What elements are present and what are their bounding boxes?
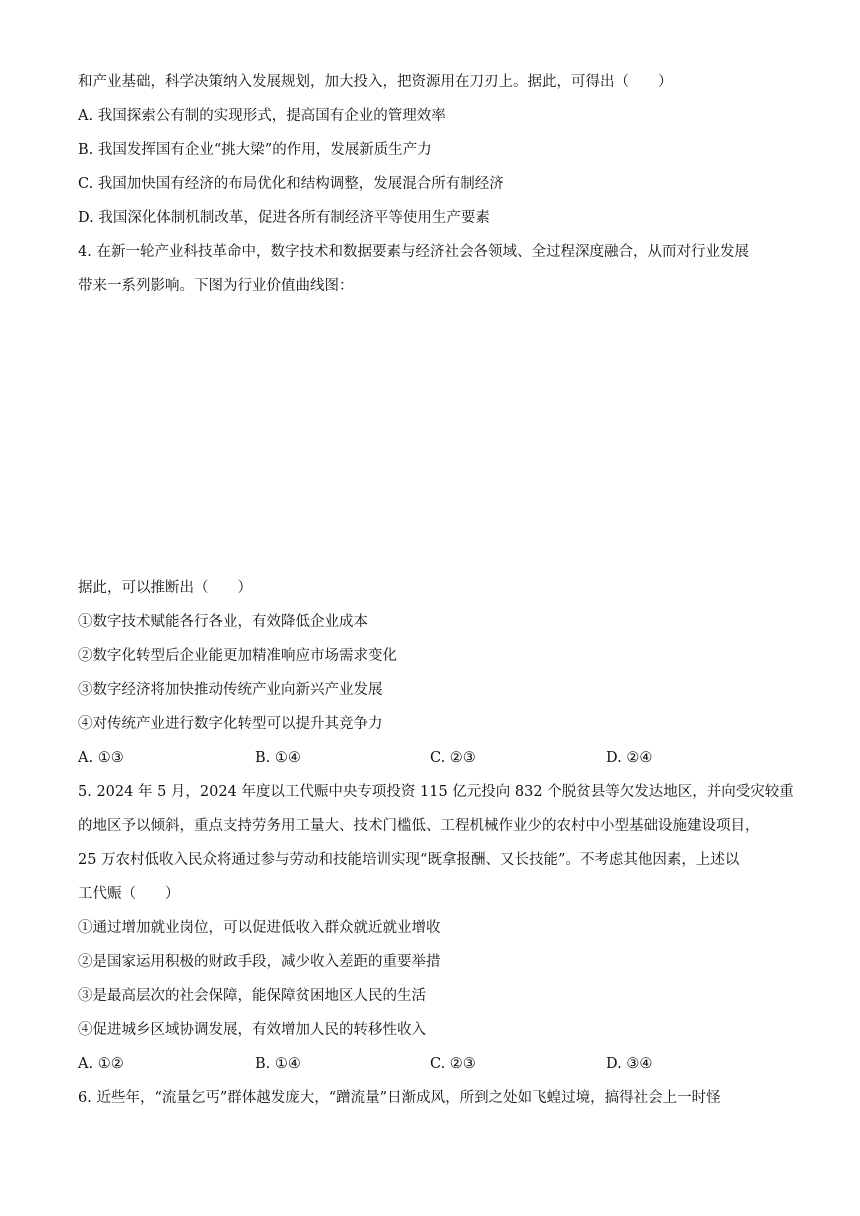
q4-option-b: B. ①④ [255, 750, 301, 766]
q4-stem-line-1: 4. 在新一轮产业科技革命中，数字技术和数据要素与经济社会各领域、全过程深度融合，从而对行业发展 [78, 244, 749, 260]
industry-value-curve-figure-blank [78, 318, 778, 568]
q5-statement-4: ④促进城乡区域协调发展，有效增加人民的转移性收入 [78, 1022, 426, 1038]
q3-option-d: D. 我国深化体制机制改革，促进各所有制经济平等使用生产要素 [78, 210, 490, 226]
q5-statement-1: ①通过增加就业岗位，可以促进低收入群众就近就业增收 [78, 920, 441, 936]
q3-option-c: C. 我国加快国有经济的布局优化和结构调整，发展混合所有制经济 [78, 176, 504, 192]
q4-statement-2: ②数字化转型后企业能更加精准响应市场需求变化 [78, 648, 397, 664]
q4-option-a: A. ①③ [78, 750, 124, 766]
q5-stem-line-3: 25 万农村低收入民众将通过参与劳动和技能培训实现“既拿报酬、又长技能”。不考虑其他因素，上述以 [78, 852, 740, 868]
q5-option-a: A. ①② [78, 1056, 124, 1072]
q3-stem-continuation: 和产业基础，科学决策纳入发展规划，加大投入，把资源用在刀刃上。据此，可得出（ ） [78, 74, 673, 90]
q3-option-b: B. 我国发挥国有企业“挑大梁”的作用，发展新质生产力 [78, 142, 432, 158]
q4-question: 据此，可以推断出（ ） [78, 580, 252, 596]
q5-option-d: D. ③④ [606, 1056, 653, 1072]
q5-statement-2: ②是国家运用积极的财政手段，减少收入差距的重要举措 [78, 954, 441, 970]
q5-statement-3: ③是最高层次的社会保障，能保障贫困地区人民的生活 [78, 988, 426, 1004]
q4-statement-4: ④对传统产业进行数字化转型可以提升其竞争力 [78, 716, 383, 732]
q6-stem-line-1: 6. 近些年，“流量乞丐”群体越发庞大，“蹭流量”日渐成风，所到之处如飞蝗过境，搞得社会上一时怪 [78, 1090, 721, 1106]
q5-stem-line-4: 工代赈（ ） [78, 886, 180, 902]
q5-stem-line-2: 的地区予以倾斜，重点支持劳务用工量大、技术门槛低、工程机械作业少的农村中小型基础设施建设项目， [78, 818, 760, 834]
q5-stem-line-1: 5. 2024 年 5 月，2024 年度以工代赈中央专项投资 115 亿元投向 832 个脱贫县等欠发达地区，并向受灾较重 [78, 784, 794, 800]
q5-option-b: B. ①④ [255, 1056, 301, 1072]
q3-option-a: A. 我国探索公有制的实现形式，提高国有企业的管理效率 [78, 108, 446, 124]
q5-option-c: C. ②③ [430, 1056, 476, 1072]
q4-statement-1: ①数字技术赋能各行各业，有效降低企业成本 [78, 614, 368, 630]
q4-option-c: C. ②③ [430, 750, 476, 766]
q4-statement-3: ③数字经济将加快推动传统产业向新兴产业发展 [78, 682, 383, 698]
q4-option-d: D. ②④ [606, 750, 653, 766]
q4-stem-line-2: 带来一系列影响。下图为行业价值曲线图： [78, 278, 354, 294]
